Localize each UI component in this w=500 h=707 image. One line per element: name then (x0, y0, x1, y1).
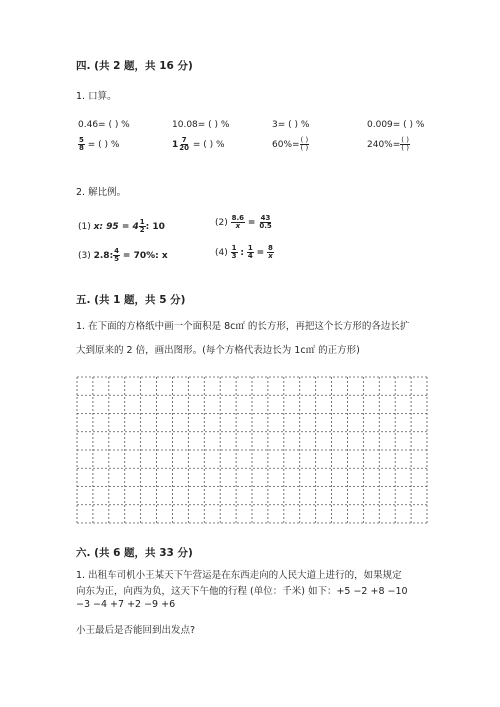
fraction: $\frac{7}{20}$ (179, 136, 190, 152)
question-6-1-question: 小王最后是否能回到出发点? (76, 625, 196, 636)
oral-calc-5: $\frac{5}{8}$ = ( ) % (79, 136, 120, 152)
section-four-title: 四. (共 2 题，共 16 分) (76, 60, 193, 72)
section-five-title: 五. (共 1 题，共 5 分) (76, 294, 186, 306)
fraction: $\frac{8}{x}$ (268, 244, 273, 260)
question-5-1-line-1: 1. 在下面的方格纸中画一个面积是 8c㎡ 的长方形，再把这个长方形的各边长扩 (76, 321, 410, 332)
proportion-4: (4) $\frac{1}{3}$ : $\frac{1}{4}$ = $\frac{8}{x}$ (215, 244, 273, 260)
oral-calc-2: 10.08= ( ) % (172, 120, 230, 130)
blank-fraction: $\frac{( )}{( )}$ (300, 136, 309, 152)
proportion-1: (1) x: 95 = 4 $\frac{1}{2}$ : 10 (78, 218, 165, 234)
question-6-1-line-2: 向东为正，向西为负，这天下午他的行程 (单位：千米) 如下：+5 −2 +8 −10 (76, 586, 408, 597)
question-5-1-line-2: 大到原来的 2 倍，画出图形。(每个方格代表边长为 1c㎡ 的正方形) (76, 345, 360, 356)
section-six-title: 六. (共 6 题，共 33 分) (76, 547, 193, 559)
proportion-3: (3) 2.8: $\frac{4}{5}$ = 70%: x (78, 247, 168, 263)
oral-calc-1: 0.46= ( ) % (78, 120, 130, 130)
fraction: $\frac{43}{0.5}$ (259, 214, 272, 230)
question-1-label: 1. 口算。 (76, 91, 117, 102)
question-6-1-line-1: 1. 出租车司机小王某天下午营运是在东西走向的人民大道上进行的，如果规定 (76, 570, 402, 581)
fraction: $\frac{4}{5}$ (114, 247, 120, 263)
oral-calc-8: 240%= $\frac{( )}{( )}$ (367, 136, 409, 152)
oral-calc-3: 3= ( ) % (272, 120, 310, 130)
square-grid-paper[interactable] (76, 376, 428, 524)
oral-calc-4: 0.009= ( ) % (367, 120, 425, 130)
fraction: $\frac{1}{4}$ (247, 244, 253, 260)
fraction: $\frac{1}{3}$ (231, 244, 237, 260)
fraction: $\frac{5}{8}$ (79, 136, 84, 152)
question-6-1-line-3: −3 −4 +7 +2 −9 +6 (76, 599, 176, 610)
oral-calc-6: 1 $\frac{7}{20}$ = ( ) % (172, 136, 225, 152)
blank-fraction: $\frac{( )}{( )}$ (401, 136, 409, 152)
question-2-label: 2. 解比例。 (76, 187, 127, 198)
proportion-2: (2) $\frac{8.6}{x}$ = $\frac{43}{0.5}$ (215, 214, 272, 230)
fraction: $\frac{1}{2}$ (139, 218, 145, 234)
oral-calc-7: 60%= $\frac{( )}{( )}$ (272, 136, 309, 152)
fraction: $\frac{8.6}{x}$ (231, 214, 245, 230)
